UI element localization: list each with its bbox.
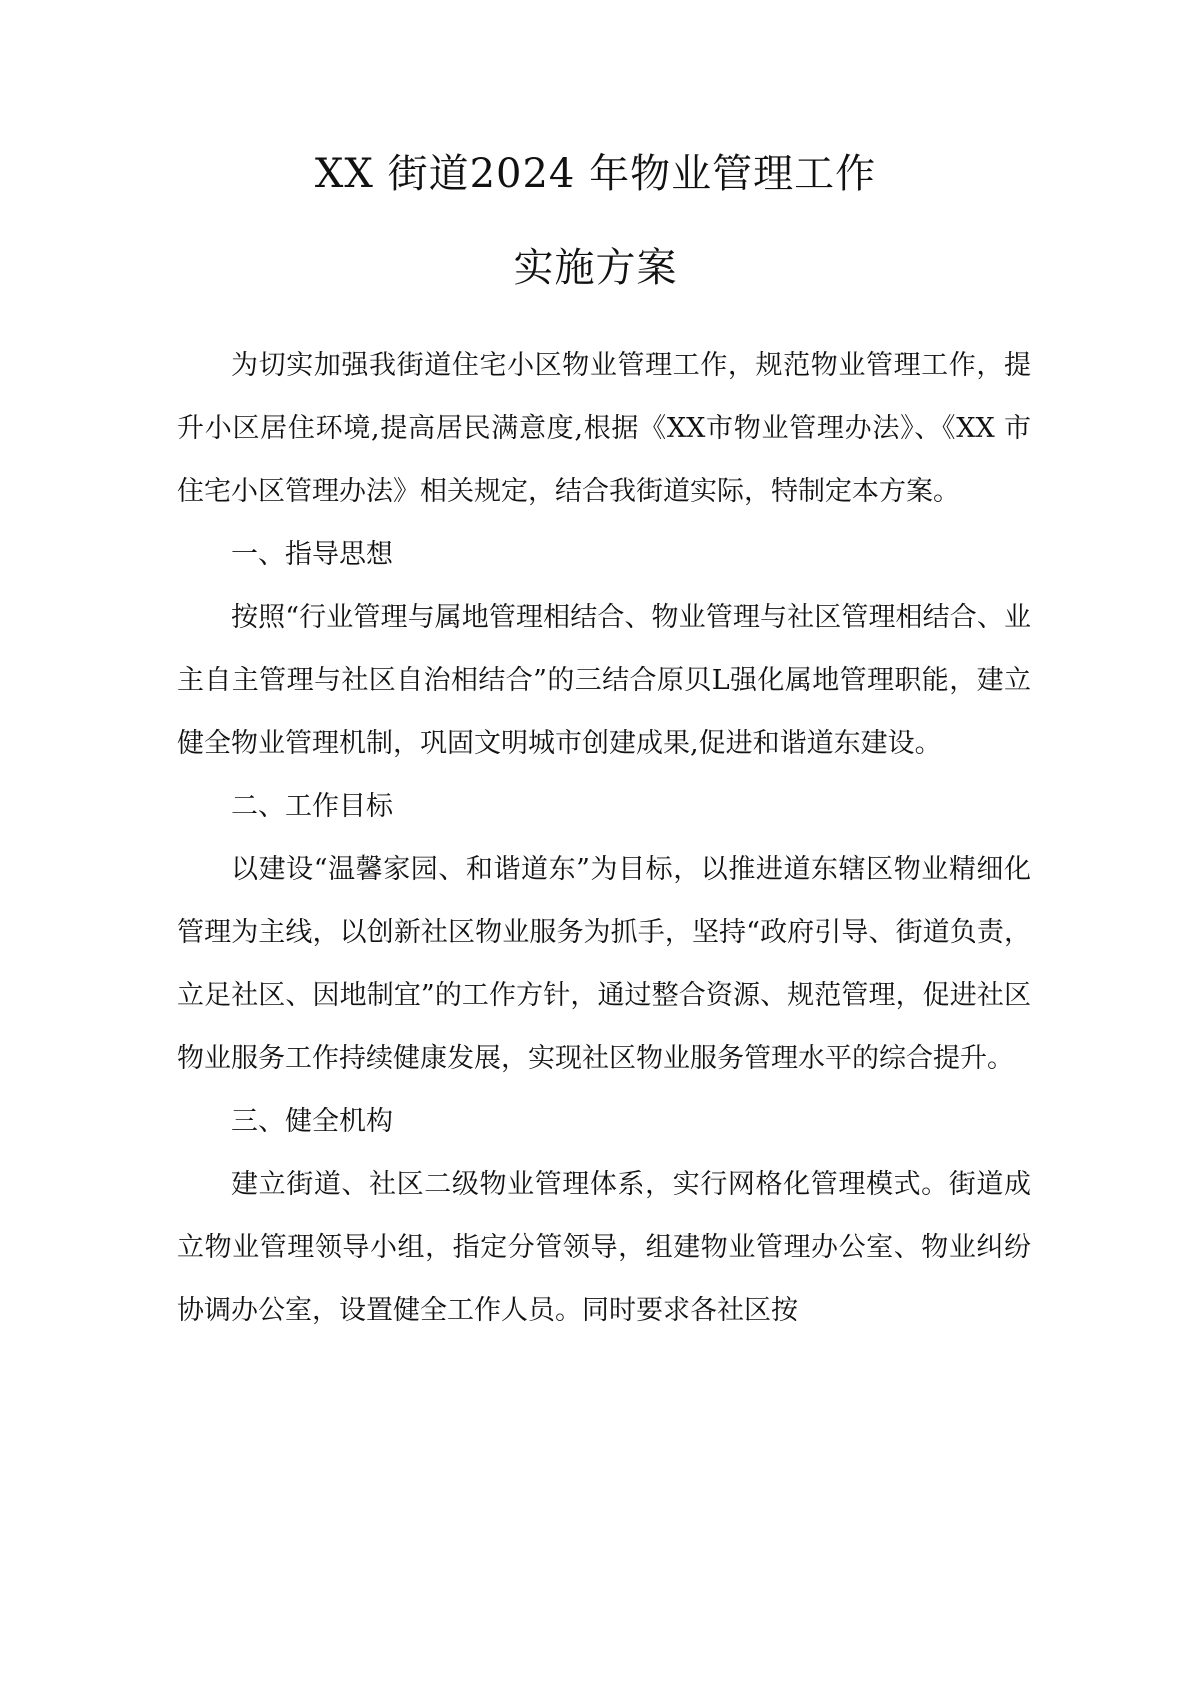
section-paragraph-guiding-thought: 按照“行业管理与属地管理相结合、物业管理与社区管理相结合、业主自主管理与社区自治相结合”的三结合原贝L强化属地管理职能，建立健全物业管理机制，巩固文明城市创建成果,促进和谐道东建设。 [177,602,1031,759]
section-heading-guiding-thought: 一、指导思想 [231,539,393,570]
document-body [177,334,1031,1342]
section-paragraph-organization: 建立街道、社区二级物业管理体系，实行网格化管理模式。街道成立物业管理领导小组，指定分管领导，组建物业管理办公室、物业纠纷协调办公室，设置健全工作人员。同时要求各社区按 [177,1169,1031,1326]
section-heading-work-goals: 二、工作目标 [231,791,393,822]
section-paragraph-work-goals: 以建设“温馨家园、和谐道东”为目标，以推进道东辖区物业精细化管理为主线，以创新社区物业服务为抓手，坚持“政府引导、街道负责，立足社区、因地制宜”的工作方针，通过整合资源、规范管理，促进社区物业服务工作持续健康发展，实现社区物业服务管理水平的综合提升。 [177,854,1031,1074]
document-title-line-1: XX 街道2024 年物业管理工作 [314,151,877,197]
section-heading-organization: 三、健全机构 [231,1106,393,1137]
document-title-line-2: 实施方案 [513,245,678,291]
intro-paragraph: 为切实加强我街道住宅小区物业管理工作，规范物业管理工作，提升小区居住环境,提高居民满意度,根据《XX市物业管理办法》、《XX 市住宅小区管理办法》相关规定，结合我街道实际，特制定本方案。 [177,350,1031,507]
